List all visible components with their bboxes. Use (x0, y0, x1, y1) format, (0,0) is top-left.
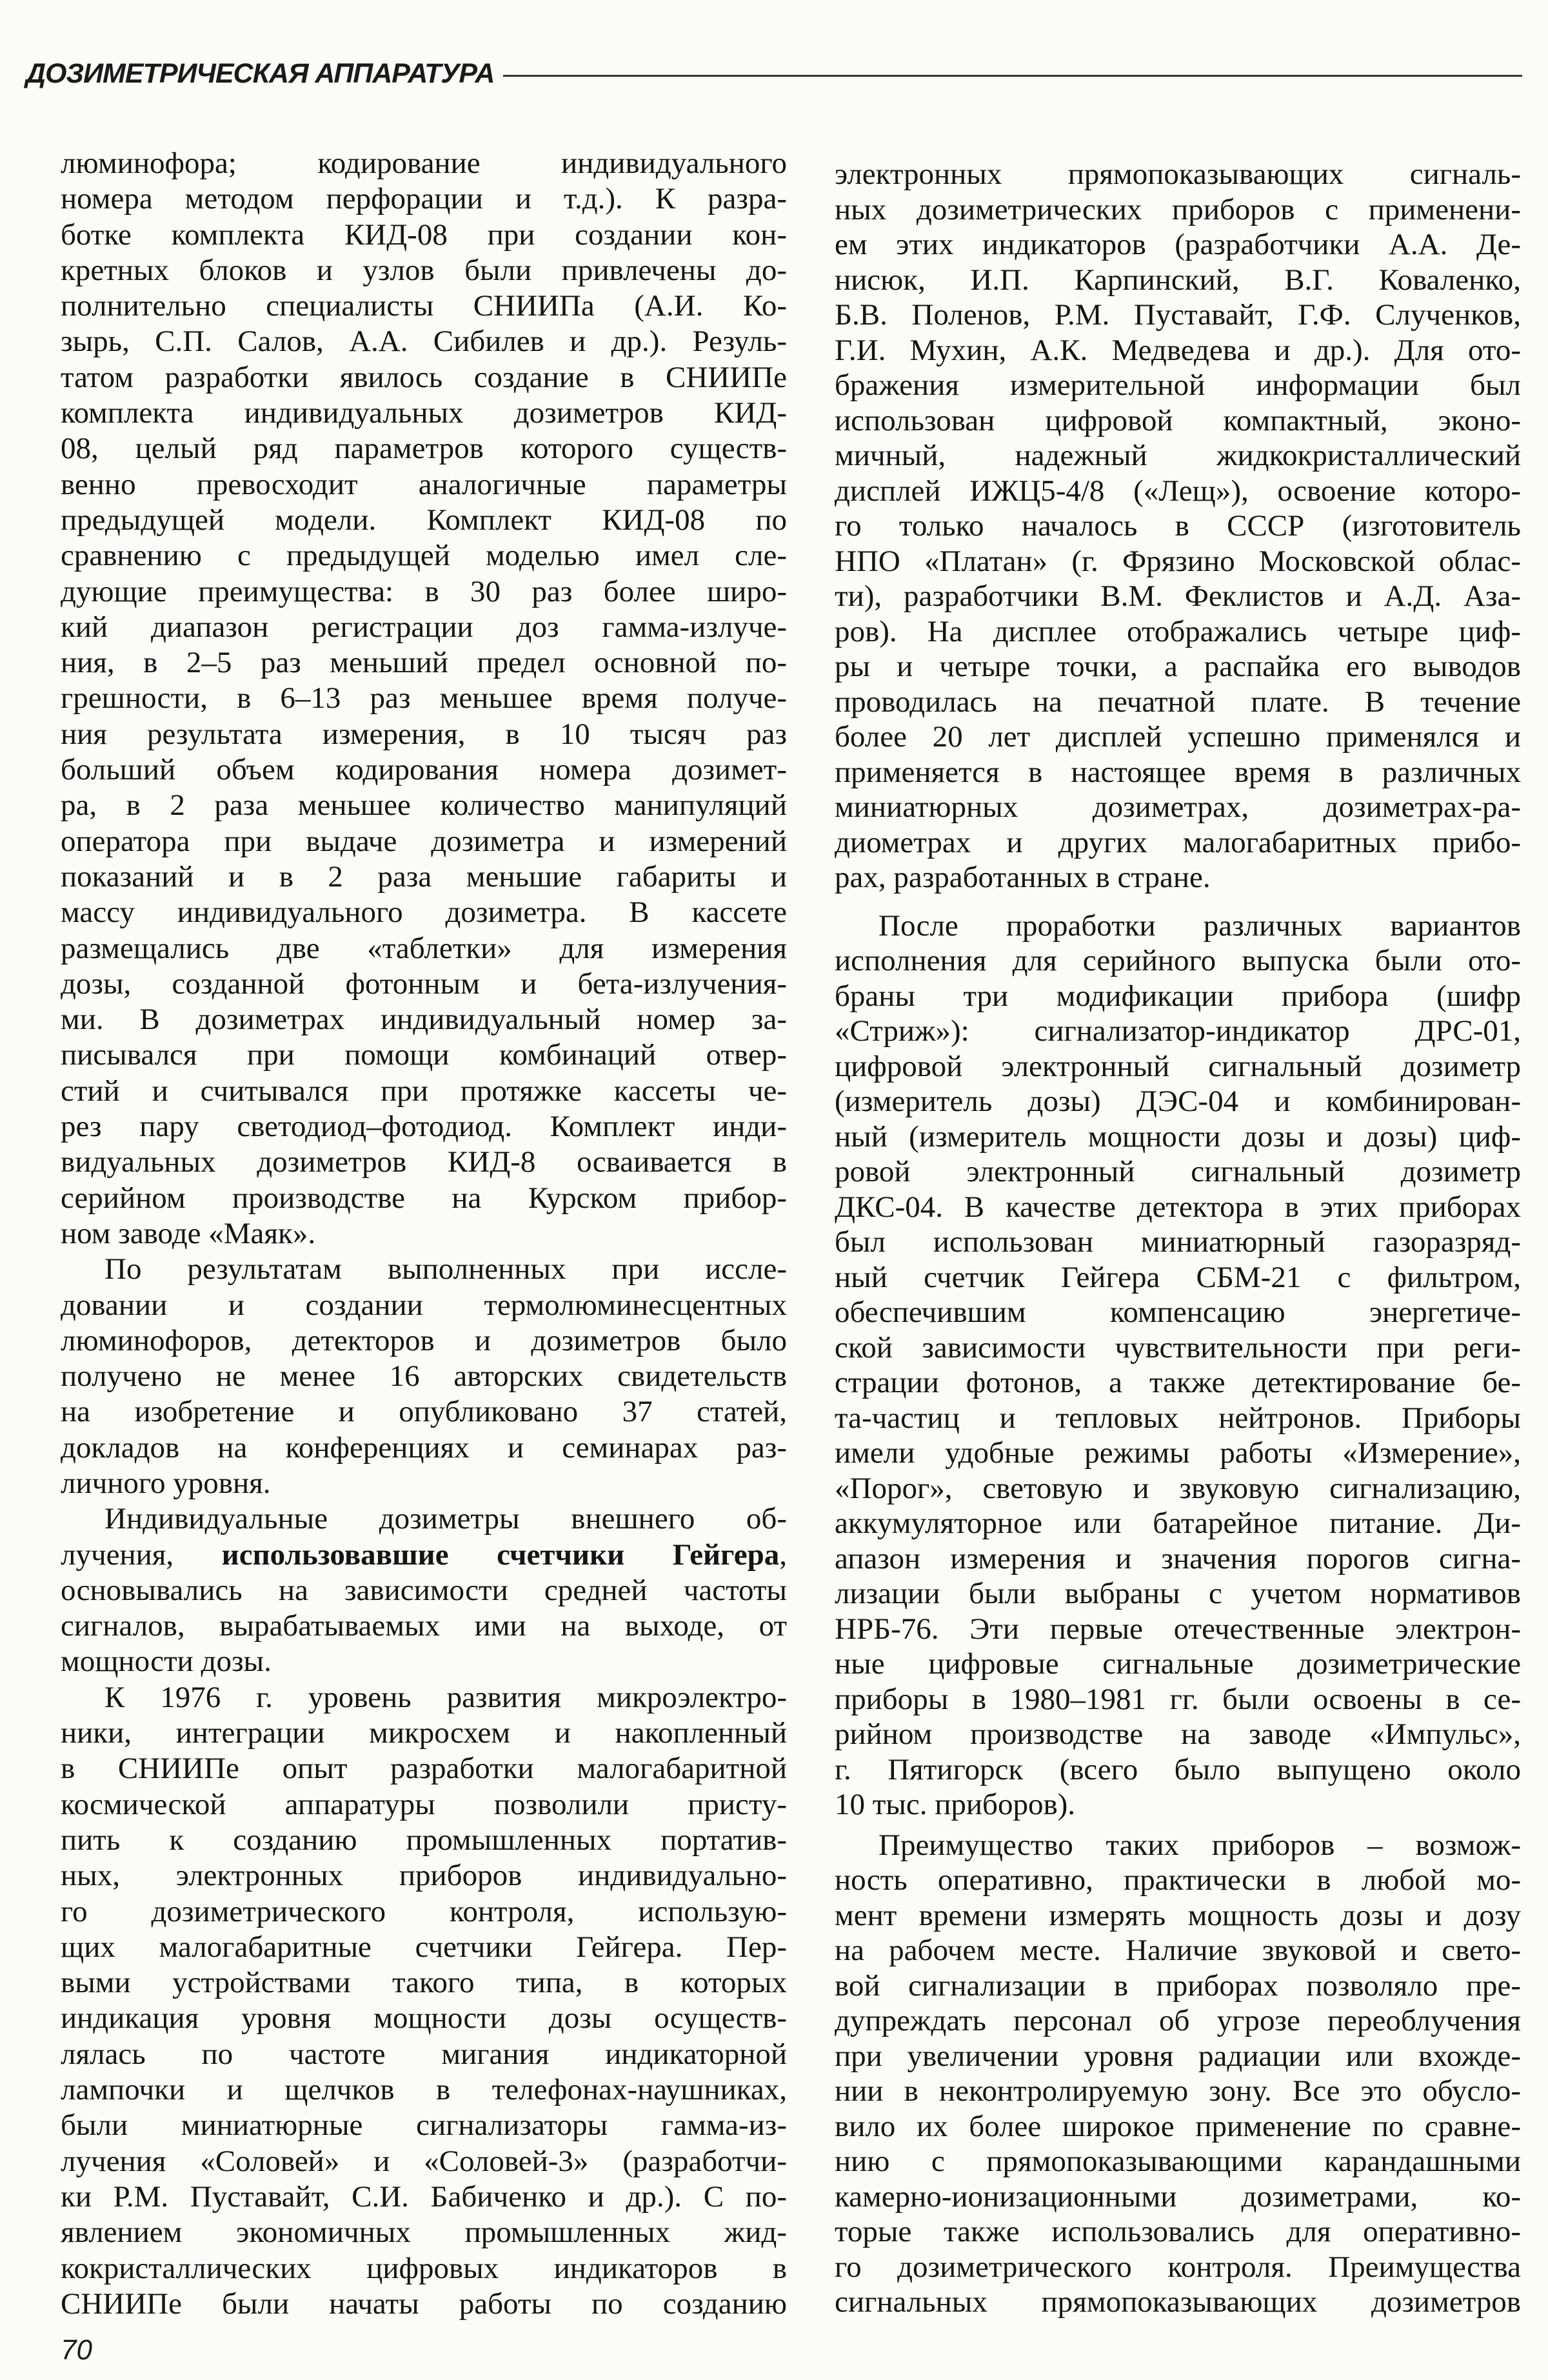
text-line: исполнения для серийного выпуска были ото- (835, 944, 1521, 977)
text-line: мент времени измерять мощность дозы и дозу (835, 1898, 1521, 1932)
text-line: НПО «Платан» (г. Фрязино Московской облас- (835, 544, 1521, 578)
text-line: имели удобные режимы работы «Измерение», (835, 1436, 1521, 1470)
text-line: го дозиметрического контроля, использую- (61, 1894, 787, 1928)
text-line: бражения измерительной информации был (835, 368, 1521, 402)
text-line: дозы, созданной фотонным и бета-излучения- (61, 966, 787, 1001)
text-line: сигналов, вырабатываемых ими на выходе, от (61, 1609, 787, 1643)
text-line: получено не менее 16 авторских свидетельств (61, 1359, 787, 1394)
text-line: ДКС-04. В качестве детектора в этих приборах (835, 1190, 1521, 1224)
text-line: кретных блоков и узлов были привлечены до- (61, 253, 787, 287)
text-line: Индивидуальные дозиметры внешнего об- (104, 1502, 787, 1536)
text-line: сигнальных прямопоказывающих дозиметров (835, 2285, 1521, 2319)
text-line: нию с прямопоказывающими карандашными (835, 2145, 1521, 2178)
text-line: г. Пятигорск (всего было выпущено около (835, 1752, 1521, 1786)
text-line: торые также использовались для оперативно- (835, 2215, 1521, 2248)
text-line: приборы в 1980–1981 гг. были освоены в се- (835, 1682, 1521, 1716)
text-line: го дозиметрического контроля. Преимущества (835, 2250, 1521, 2284)
text-line: мичный, надежный жидкокристаллический (835, 439, 1521, 472)
text-line: татом разработки явилось создание в СНИИПе (61, 360, 787, 394)
text-line: К 1976 г. уровень развития микроэлектро- (104, 1680, 787, 1714)
text-line: индикация уровня мощности дозы осуществ- (61, 2001, 787, 2035)
text-line: грешности, в 6–13 раз меньшее время получе- (61, 681, 787, 715)
text-line: После проработки различных вариантов (878, 908, 1521, 943)
text-line: лампочки и щелчков в телефонах-наушниках, (61, 2073, 787, 2107)
text-line: ров). На дисплее отображались четыре циф- (835, 614, 1521, 648)
text-line: диометрах и других малогабаритных прибо- (835, 825, 1521, 859)
text-line: ти), разработчики В.М. Феклистов и А.Д. Аза- (835, 579, 1521, 613)
text-line: ных, электронных приборов индивидуально- (61, 1859, 787, 1893)
text-line: Б.В. Поленов, Р.М. Пуставайт, Г.Ф. Слученков, (835, 298, 1521, 332)
text-line: ные цифровые сигнальные дозиметрические (835, 1647, 1521, 1681)
page-number: 70 (61, 2334, 92, 2366)
text-line: основывались на зависимости средней частоты (61, 1573, 787, 1607)
text-segment: лучения, (61, 1537, 222, 1572)
text-line: ровой электронный сигнальный дозиметр (835, 1155, 1521, 1188)
text-line: видуальных дозиметров КИД-8 осваивается в (61, 1145, 787, 1179)
text-line: был использован миниатюрный газоразряд- (835, 1225, 1521, 1259)
text-line: докладов на конференциях и семинарах раз- (61, 1430, 787, 1465)
text-line: при увеличении уровня радиации или вхожде- (835, 2039, 1521, 2073)
text-line: довании и создании термолюминесцентных (61, 1288, 787, 1322)
text-line: более 20 лет дисплей успешно применялся и (835, 720, 1521, 754)
text-line: обеспечившим компенсацию энергетиче- (835, 1295, 1521, 1329)
text-line: «Стриж»): сигнализатор-индикатор ДРС-01, (835, 1014, 1521, 1048)
text-line: апазон измерения и значения порогов сигна- (835, 1541, 1521, 1575)
bold-phrase: использовавшие счетчики Гейгера (221, 1537, 780, 1572)
text-line: СНИИПе были начаты работы по созданию (61, 2286, 787, 2321)
text-line: ры и четыре точки, а распайка его выводов (835, 650, 1521, 683)
text-line: миниатюрных дозиметрах, дозиметрах-ра- (835, 790, 1521, 824)
text-line: цифровой электронный сигнальный дозиметр (835, 1049, 1521, 1083)
text-line: космической аппаратуры позволили присту- (61, 1787, 787, 1821)
text-line: кий диапазон регистрации доз гамма-излуче- (61, 610, 787, 644)
left-column (61, 146, 787, 2322)
text-line: оператора при выдаче дозиметра и измерений (61, 824, 787, 858)
text-line: личного уровня. (61, 1466, 271, 1500)
text-line: нисюк, И.П. Карпинский, В.Г. Коваленко, (835, 263, 1521, 297)
text-line: явлением экономичных промышленных жид- (61, 2215, 787, 2250)
text-line: электронных прямопоказывающих сигналь- (835, 157, 1521, 191)
text-line: аккумуляторное или батарейное питание. Ди- (835, 1506, 1521, 1540)
text-line: ном заводе «Маяк». (61, 1216, 316, 1250)
text-line: камерно-ионизационными дозиметрами, ко- (835, 2179, 1521, 2214)
text-line: рийном производстве на заводе «Импульс», (835, 1717, 1521, 1751)
text-line: комплекта индивидуальных дозиметров КИД- (61, 396, 787, 430)
text-line: ный счетчик Гейгера СБМ-21 с фильтром, (835, 1260, 1521, 1294)
text-line: лялась по частоте мигания индикаторной (61, 2037, 787, 2071)
running-header (26, 54, 1522, 93)
text-line: вой сигнализации в приборах позволяло пре- (835, 1968, 1521, 2003)
text-line: 08, целый ряд параметров которого существ- (61, 432, 787, 466)
text-line: люминофоров, детекторов и дозиметров было (61, 1323, 787, 1357)
text-line: вило их более широкое применение по сравне- (835, 2109, 1521, 2143)
text-line: размещались две «таблетки» для измерения (61, 931, 787, 965)
text-line: полнительно специалисты СНИИПа (А.И. Ко- (61, 289, 787, 323)
text-line: сравнению с предыдущей моделью имел сле- (61, 539, 787, 573)
text-line: ния, в 2–5 раз меньший предел основной по- (61, 646, 787, 680)
text-line: нии в неконтролируемую зону. Все это обусло- (835, 2074, 1521, 2108)
text-line: щих малогабаритные счетчики Гейгера. Пер- (61, 1930, 787, 1964)
text-line: ки Р.М. Пуставайт, С.И. Бабиченко и др.). С по- (61, 2179, 787, 2214)
paragraph (835, 1828, 1521, 2320)
text-line: ный (измеритель мощности дозы и дозы) циф- (835, 1119, 1521, 1154)
text-line: ность оперативно, практически в любой мо- (835, 1863, 1521, 1897)
text-line: были миниатюрные сигнализаторы гамма-из- (61, 2108, 787, 2143)
text-line: предыдущей модели. Комплект КИД-08 по (61, 503, 787, 537)
paragraph (835, 157, 1521, 895)
text-line: стий и считывался при протяжке кассеты че- (61, 1074, 787, 1108)
text-line: рез пару светодиод–фотодиод. Комплект инди- (61, 1110, 787, 1144)
text-line: По результатам выполненных при иссле- (104, 1252, 787, 1286)
text-line: рах, разработанных в стране. (835, 861, 1211, 894)
text-line: серийном производстве на Курском прибор- (61, 1181, 787, 1215)
text-line: на изобретение и опубликовано 37 статей, (61, 1395, 787, 1429)
text-line: писывался при помощи комбинаций отвер- (61, 1038, 787, 1072)
paragraph (61, 146, 787, 1252)
text-line: дисплей ИЖЦ5-4/8 («Лещ»), освоение которо- (835, 474, 1521, 508)
text-line: Г.И. Мухин, А.К. Медведева и др.). Для ото- (835, 333, 1521, 367)
text-segment: , (779, 1537, 787, 1572)
text-line: 10 тыс. приборов). (835, 1788, 1076, 1821)
text-line: люминофора; кодирование индивидуального (61, 146, 787, 180)
paragraph (61, 1252, 787, 1501)
text-line: выми устройствами такого типа, в которых (61, 1966, 787, 2000)
text-line: (измеритель дозы) ДЭС-04 и комбинирован- (835, 1085, 1521, 1118)
text-line: та-частиц и тепловых нейтронов. Приборы (835, 1401, 1521, 1435)
text-line: браны три модификации прибора (шифр (835, 979, 1521, 1013)
text-line: лучения «Соловей» и «Соловей-3» (разработчи- (61, 2144, 787, 2178)
text-line: ра, в 2 раза меньшее количество манипуляций (61, 788, 787, 823)
text-line: ники, интеграции микросхем и накопленный (61, 1716, 787, 1750)
text-line: использован цифровой компактный, эконо- (835, 403, 1521, 437)
header-rule (503, 75, 1522, 77)
text-line: венно превосходит аналогичные параметры (61, 467, 787, 501)
text-line: го только началось в СССР (изготовитель (835, 509, 1521, 543)
text-line: пить к созданию промышленных портатив- (61, 1823, 787, 1857)
text-line: страции фотонов, а также детектирование бе- (835, 1366, 1521, 1399)
text-line (61, 1537, 787, 1573)
text-line: «Порог», световую и звуковую сигнализацию, (835, 1471, 1521, 1505)
text-line: лизации были выбраны с учетом нормативов (835, 1577, 1521, 1610)
text-line: дующие преимущества: в 30 раз более широ- (61, 574, 787, 608)
text-line: ской зависимости чувствительности при реги- (835, 1330, 1521, 1365)
text-line: ния результата измерения, в 10 тысяч раз (61, 717, 787, 751)
text-line: кокристаллических цифровых индикаторов в (61, 2251, 787, 2285)
text-line: зырь, С.П. Салов, А.А. Сибилев и др.). Резуль- (61, 325, 787, 359)
text-line: мощности дозы. (61, 1645, 272, 1679)
paragraph (61, 1680, 787, 2322)
text-line: Преимущество таких приборов – возмож- (878, 1828, 1521, 1862)
text-line: применяется в настоящее время в различных (835, 755, 1521, 789)
section-title: ДОЗИМЕТРИЧЕСКАЯ АППАРАТУРА (26, 57, 495, 89)
text-line: в СНИИПе опыт разработки малогабаритной (61, 1752, 787, 1786)
text-line: ных дозиметрических приборов с применени- (835, 192, 1521, 226)
text-line: больший объем кодирования номера дозимет- (61, 753, 787, 787)
text-line: показаний и в 2 раза меньшие габариты и (61, 859, 787, 894)
right-column (835, 157, 1521, 2320)
text-line: дупреждать персонал об угрозе переоблучения (835, 2004, 1521, 2037)
paragraph (61, 1501, 787, 1679)
text-line: ем этих индикаторов (разработчики А.А. Де- (835, 228, 1521, 261)
text-line: проводилась на печатной плате. В течение (835, 685, 1521, 719)
text-line: НРБ-76. Эти первые отечественные электрон- (835, 1612, 1521, 1646)
paragraph (835, 908, 1521, 1823)
text-line: номера методом перфорации и т.д.). К разра- (61, 182, 787, 216)
text-line: на рабочем месте. Наличие звуковой и свето- (835, 1934, 1521, 1967)
text-line: ми. В дозиметрах индивидуальный номер за- (61, 1003, 787, 1037)
text-line: массу индивидуального дозиметра. В кассете (61, 895, 787, 930)
text-line: ботке комплекта КИД-08 при создании кон- (61, 217, 787, 252)
